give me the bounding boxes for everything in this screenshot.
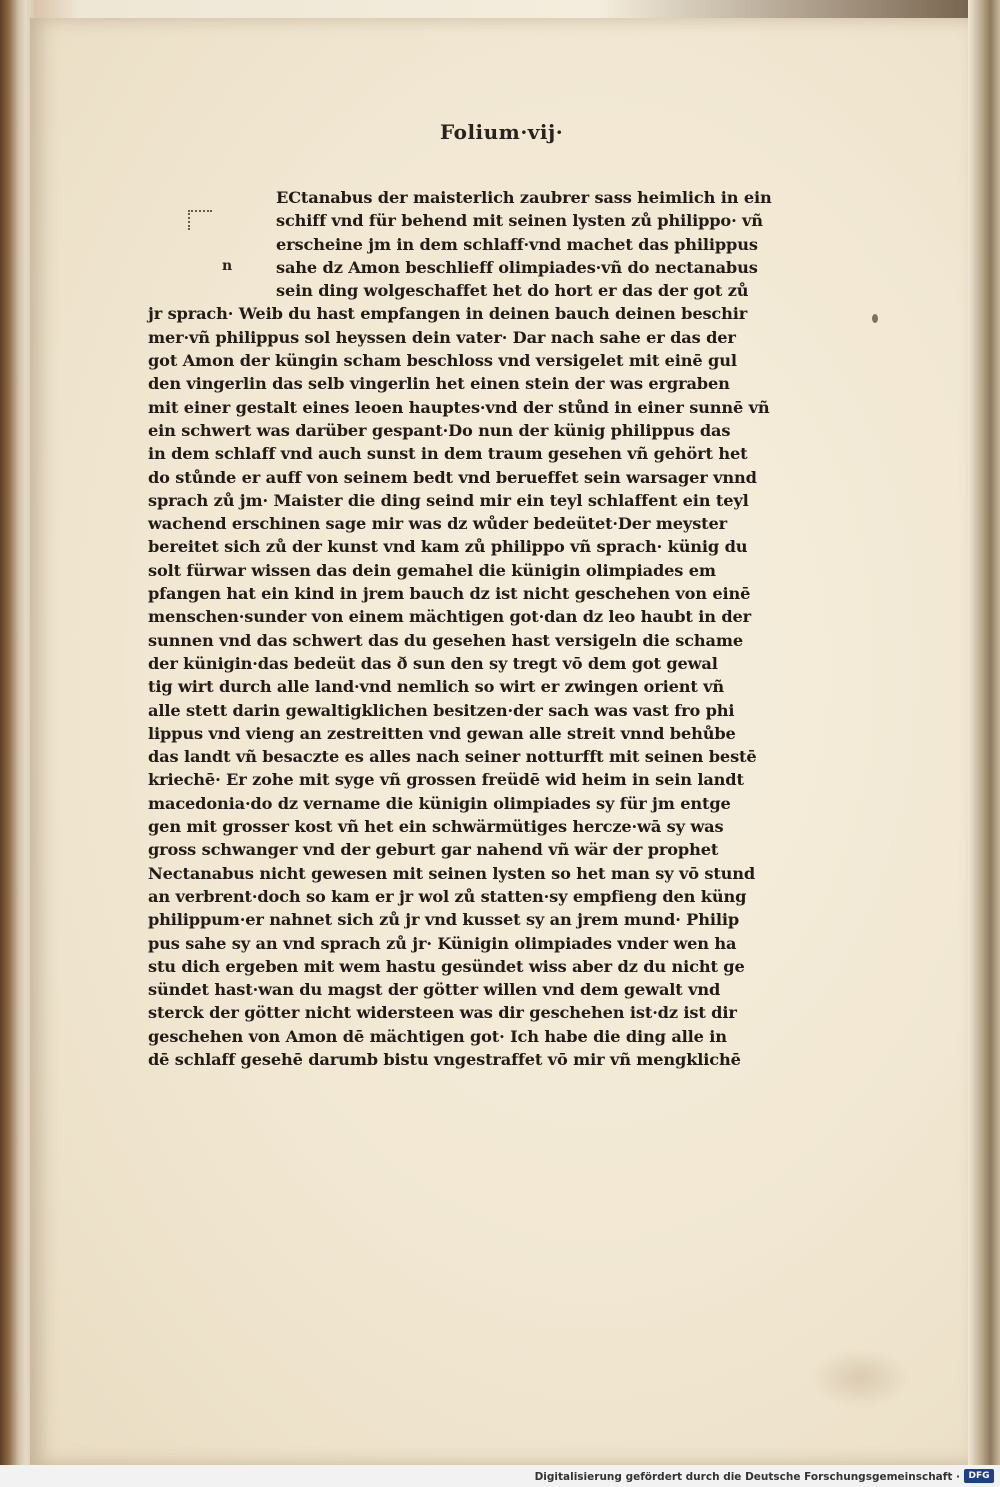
text-line: in dem schlaff vnd auch sunst in dem traum gesehen vñ gehört het (148, 444, 748, 464)
dfg-logo: DFG (964, 1469, 994, 1483)
text-line: der künigin·das bedeüt das ð sun den sy tregt vō dem got gewal (148, 653, 718, 673)
left-binding-edge (0, 0, 34, 1465)
text-line: alle stett darin gewaltigklichen besitzen·der sach was vast fro phi (148, 700, 735, 720)
marginal-ink-dot (872, 314, 878, 323)
text-line: philippum·er nahnet sich zů jr vnd kusset sy an jrem mund· Philip (148, 910, 739, 930)
digitization-credit: Digitalisierung gefördert durch die Deutsche Forschungsgemeinschaft · (534, 1471, 960, 1483)
text-line: jr sprach· Weib du hast empfangen in deinen bauch deinen beschir (148, 304, 748, 324)
text-line: solt fürwar wissen das dein gemahel die künigin olimpiades em (148, 560, 716, 580)
paper-stain (810, 1348, 910, 1408)
text-line: pus sahe sy an vnd sprach zů jr· Künigin olimpiades vnder wen ha (148, 933, 737, 953)
text-line: macedonia·do dz vername die künigin olimpiades sy für jm entge (148, 793, 731, 813)
right-page-edge (968, 0, 1000, 1465)
text-line: sunnen vnd das schwert das du gesehen hast versigeln die schame (148, 630, 743, 650)
text-line: dē schlaff gesehē darumb bistu vngestraffet vō mir vñ mengklichē (148, 1049, 741, 1069)
main-text-block (148, 186, 788, 1071)
text-line: ein schwert was darüber gespant·Do nun der künig philippus das (148, 420, 731, 440)
text-line: tig wirt durch alle land·vnd nemlich so wirt er zwingen orient vñ (148, 677, 725, 697)
text-line: sprach zů jm· Maister die ding seind mir ein teyl schlaffent ein teyl (148, 490, 749, 510)
text-line: sterck der götter nicht widersteen was dir geschehen ist·dz ist dir (148, 1003, 737, 1023)
text-line: gen mit grosser kost vñ het ein schwärmütiges hercze·wā sy was (148, 817, 724, 837)
text-line: sein ding wolgeschaffet het do hort er das der got zů (276, 281, 749, 301)
text-line: gross schwanger vnd der geburt gar nahend vñ wär der prophet (148, 840, 719, 860)
digitization-footer (0, 1465, 1000, 1487)
text-line: ECtanabus der maisterlich zaubrer sass heimlich in ein (276, 188, 772, 207)
text-line: schiff vnd für behend mit seinen lysten zů philippo· vñ (276, 211, 763, 231)
text-line: an verbrent·doch so kam er jr wol zů statten·sy empfieng den küng (148, 886, 747, 906)
text-line: wachend erschinen sage mir was dz wůder bedeütet·Der meyster (148, 514, 728, 534)
text-line: Nectanabus nicht gewesen mit seinen lysten so het man sy vō stund (148, 863, 756, 883)
text-line: pfangen hat ein kind in jrem bauch dz ist nicht geschehen von einē (148, 584, 751, 604)
text-line: mer·vñ philippus sol heyssen dein vater· Dar nach sahe er das der (148, 327, 736, 347)
text-line: kriechē· Er zohe mit syge vñ grossen freüdē wid heim in sein landt (148, 770, 744, 790)
text-line: sahe dz Amon beschlieff olimpiades·vñ do nectanabus (276, 257, 758, 277)
text-line: stu dich ergeben mit wem hastu gesündet wiss aber dz du nicht ge (148, 956, 745, 976)
guide-letter: n (222, 258, 233, 274)
text-line: den vingerlin das selb vingerlin het einen stein der was ergraben (148, 374, 730, 394)
text-line: mit einer gestalt eines leoen hauptes·vnd der stůnd in einer sunnē vñ (148, 397, 770, 417)
text-line: erscheine jm in dem schlaff·vnd machet das philippus (276, 234, 758, 254)
text-line: do stůnde er auff von seinem bedt vnd berueffet sein warsager vnnd (148, 467, 757, 487)
folio-number: Folium·vij· (440, 120, 564, 144)
text-line: das landt vñ besaczte es alles nach seiner notturfft mit seinen bestē (148, 747, 757, 767)
text-line: got Amon der küngin scham beschloss vnd versigelet mit einē gul (148, 351, 737, 371)
text-line: sündet hast·wan du magst der götter willen vnd dem gewalt vnd (148, 980, 721, 1000)
text-line: geschehen von Amon dē mächtigen got· Ich habe die ding alle in (148, 1026, 727, 1046)
text-line: lippus vnd vieng an zestreitten vnd gewan alle streit vnnd behůbe (148, 723, 736, 743)
text-line: bereitet sich zů der kunst vnd kam zů philippo vñ sprach· künig du (148, 537, 748, 557)
text-line: menschen·sunder von einem mächtigen got·dan dz leo haubt in der (148, 607, 752, 627)
